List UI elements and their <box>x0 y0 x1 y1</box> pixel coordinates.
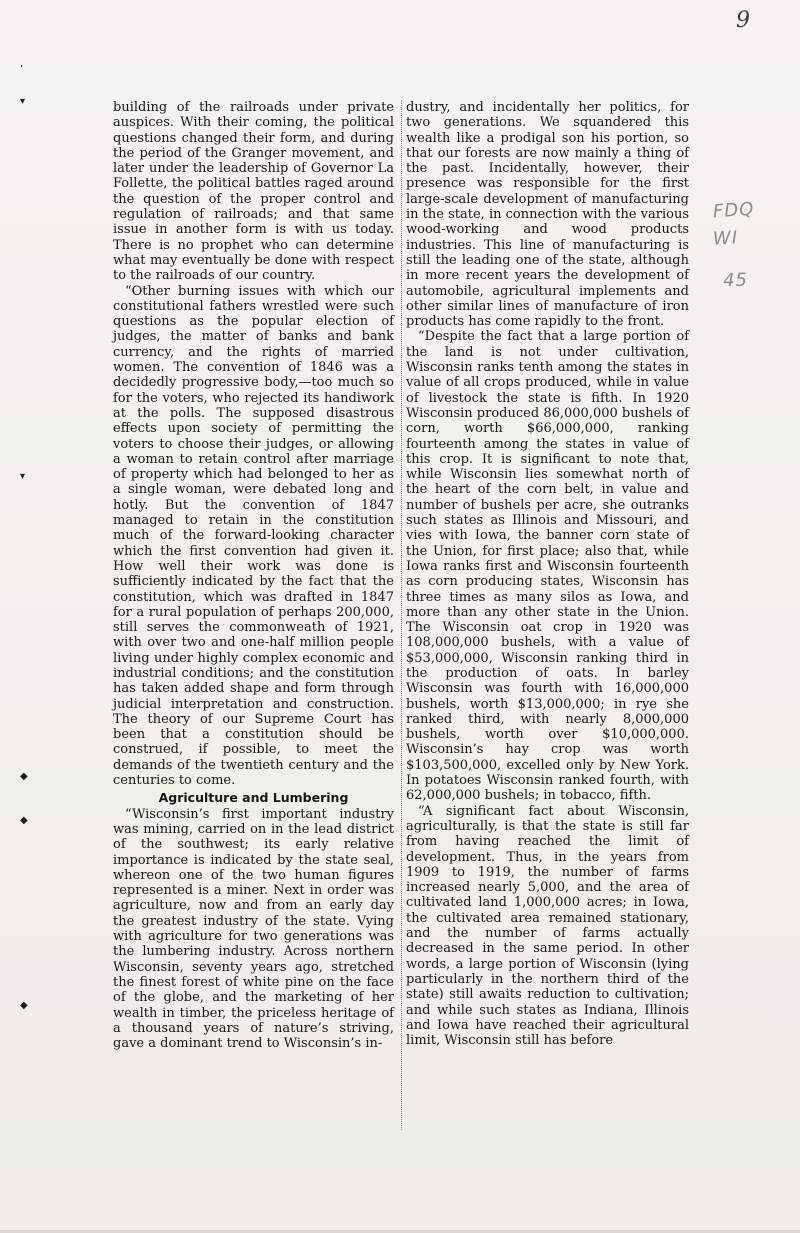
margin-mark: ▾ <box>20 96 26 107</box>
left-column <box>113 100 394 1051</box>
margin-mark: ◆ <box>20 815 28 826</box>
margin-note-45: 45 <box>722 269 749 292</box>
section-subhead: Agriculture and Lumbering <box>158 790 349 806</box>
margin-mark: ◆ <box>20 771 28 782</box>
right-paragraph-1: dustry, and incidentally her politics, for two generations. We squandered this wealth like a prodigal son his portion, so that our forests are now mainly a thing of the past. Incidentally, however, their presence was responsible for the first large-scale development of manufacturing in the state, in connection with the various wood-working and wood products industries. This line of manufacturing is still the leading one of the state, although in more recent years the development of automobile, agricultural implements and other similar lines of manufacture of iron products has come rapidly to the front. <box>406 100 689 330</box>
right-column <box>401 100 689 1130</box>
right-paragraph-3: “A significant fact about Wisconsin, agriculturally, is that the state is still far from having reached the limit of development. Thus, in the years from 1909 to 1919, the number of farms increased nearly 5,000, and the area of cultivated land 1,000,000 acres; in Iowa, the cultivated area remained stationary, and the number of farms actually decreased in the same period. In other words, a large portion of Wisconsin (lying particularly in the northern third of the state) still awaits reduction to cultivation; and while such states as Indiana, Illinois and Iowa have reached their agricultural limit, Wisconsin still has before <box>406 803 689 1049</box>
right-paragraph-2: “Despite the fact that a large portion of the land is not under cultivation, Wisconsin ranks tenth among the states in value of all crops produced, while in value of livestock the state is fifth. In 1920 Wisconsin produced 86,000,000 bushels of corn, worth $66,000,000, ranking fourteenth among the states in value of this crop. It is significant to note that, while Wisconsin lies somewhat north of the heart of the corn belt, in value and number of bushels per acre, she outranks such states as Illinois and Missouri, and vies with Iowa, the banner corn state of the Union, for first place; also that, while Iowa ranks first and Wisconsin fourteenth as corn producing states, Wisconsin has three times as many silos as Iowa, and more than any other state in the Union. The Wisconsin oat crop in 1920 was 108,000,000 bushels, with a value of $53,000,000, Wisconsin ranking third in the production of oats. In barley Wisconsin was fourth with 16,000,000 bushels, worth $13,000,000; in rye she ranked third, with nearly 8,000,000 bushels, worth over $10,000,000. Wisconsin’s hay crop was worth $103,500,000, excelled only by New York. In potatoes Wisconsin ranked fourth, with 62,000,000 bushels; in tobacco, fifth. <box>406 329 689 804</box>
margin-mark: ’ <box>20 64 24 75</box>
margin-note-fdq: FDQ <box>712 198 756 223</box>
page-number: 9 <box>736 8 750 33</box>
left-paragraph-2: “Other burning issues with which our constitutional fathers wrestled were such questions as the popular election of judges, the matter of banks and bank currency, and the rights of married women. The convention of 1846 was a decidedly progressive body,—too much so for the voters, who rejected its handiwork at the polls. The supposed disastrous effects upon society of permitting the voters to choose their judges, or allowing a woman to retain control after marriage of property which had belonged to her as a single woman, were debated long and hotly. But the convention of 1847 managed to retain in the constitution much of the forward-looking character which the first convention had given it. How well their work was done is sufficiently indicated by the fact that the constitution, which was drafted in 1847 for a rural population of perhaps 200,000, still serves the commonweath of 1921, with over two and one-half million people living under highly complex economic and industrial conditions; and the constitution has taken added shape and form through judicial interpretation and construction. The theory of our Supreme Court has been that a constitution should be construed, if possible, to meet the demands of the twentieth century and the centuries to come. <box>113 283 394 789</box>
margin-mark: ▾ <box>20 471 26 482</box>
left-paragraph-1: building of the railroads under private auspices. With their coming, the political questions changed their form, and during the period of the Granger movement, and later under the leadership of Governor La Follette, the political battles raged around the question of the proper control and regulation of railroads; and that same issue in another form is with us today. There is no prophet who can determine what may eventually be done with respect to the railroads of our country. <box>113 100 394 284</box>
margin-mark: ◆ <box>20 1000 28 1011</box>
margin-note-wi: WI <box>712 227 739 250</box>
left-paragraph-3: “Wisconsin’s first important industry was mining, carried on in the lead district of the southwest; its early relative importance is indicated by the state seal, whereon one of the two human figures represented is a miner. Next in order was agriculture, now and from an early day the greatest industry of the state. Vying with agriculture for two generations was the lumbering industry. Across northern Wisconsin, seventy years ago, stretched the finest forest of white pine on the face of the globe, and the marketing of her wealth in timber, the priceless heritage of a thousand years of nature’s striving, gave a dominant trend to Wisconsin’s in- <box>113 806 394 1052</box>
